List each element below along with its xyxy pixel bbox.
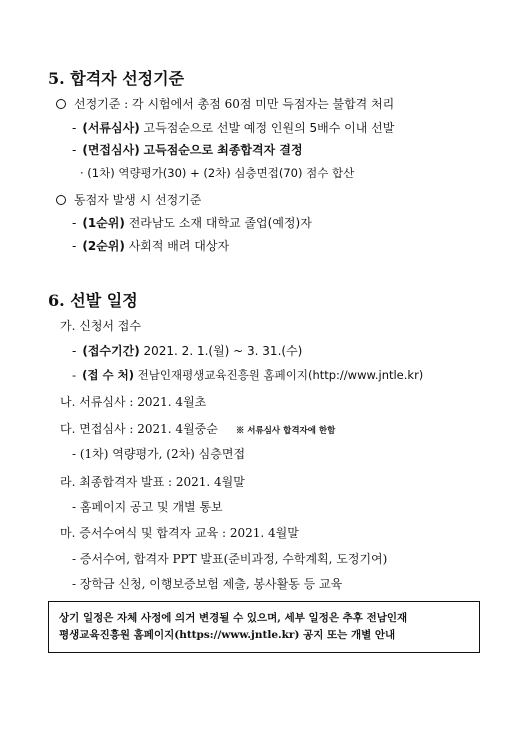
schedule-c-note: ※ 서류심사 합격자에 한함 bbox=[235, 426, 336, 436]
score-formula: · (1차) 역량평가(30) + (2차) 심층면접(70) 점수 합산 bbox=[80, 166, 355, 180]
application-place-item bbox=[72, 367, 423, 383]
dash-bullet: - bbox=[72, 216, 77, 230]
schedule-c-title: 다. 면접심사 : 2021. 4월중순 bbox=[60, 422, 218, 436]
application-period-item bbox=[72, 343, 302, 359]
tie-priority-2-label: (2순위) bbox=[82, 239, 125, 253]
tie-title-text: 동점자 발생 시 선정기준 bbox=[74, 193, 202, 207]
interview-item bbox=[72, 142, 303, 158]
schedule-c-row bbox=[60, 421, 335, 439]
section-6-title: 6. 선발 일정 bbox=[48, 291, 138, 310]
schedule-c-detail: - (1차) 역량평가, (2차) 심층면접 bbox=[72, 447, 246, 461]
doc-review-label: (서류심사) bbox=[82, 121, 140, 135]
dash-bullet: - bbox=[72, 368, 77, 382]
schedule-d-detail: - 홈페이지 공고 및 개별 통보 bbox=[72, 500, 223, 514]
dash-bullet: - bbox=[72, 239, 77, 253]
doc-review-item bbox=[72, 120, 394, 136]
notice-line-1: 상기 일정은 자체 사정에 의거 변경될 수 있으며, 세부 일정은 추후 전남인재 bbox=[59, 612, 408, 624]
application-period-text: 2021. 2. 1.(월) ~ 3. 31.(수) bbox=[143, 344, 303, 358]
notice-box bbox=[48, 601, 480, 653]
tie-priority-2 bbox=[72, 238, 229, 254]
tie-priority-1 bbox=[72, 215, 312, 231]
dash-bullet: - bbox=[72, 143, 77, 157]
tie-priority-1-text: 전라남도 소재 대학교 졸업(예정)자 bbox=[128, 216, 312, 230]
schedule-e-title: 마. 증서수여식 및 합격자 교육 : 2021. 4월말 bbox=[60, 526, 299, 540]
interview-label: (면접심사) bbox=[82, 143, 140, 157]
tie-priority-1-label: (1순위) bbox=[82, 216, 125, 230]
schedule-b-title: 나. 서류심사 : 2021. 4월초 bbox=[60, 395, 207, 409]
criteria-item bbox=[56, 96, 394, 112]
doc-review-text: 고득점순으로 선발 예정 인원의 5배수 이내 선발 bbox=[143, 121, 395, 135]
circle-bullet-icon bbox=[56, 99, 66, 109]
schedule-d-title: 라. 최종합격자 발표 : 2021. 4월말 bbox=[60, 475, 245, 489]
application-period-label: (접수기간) bbox=[82, 344, 140, 358]
interview-text: 고득점순으로 최종합격자 결정 bbox=[143, 143, 303, 157]
application-place-text: 전남인재평생교육진흥원 홈페이지(http://www.jntle.kr) bbox=[137, 368, 424, 382]
section-5-title: 5. 합격자 선정기준 bbox=[48, 69, 185, 88]
tie-title-item bbox=[56, 192, 201, 208]
tie-priority-2-text: 사회적 배려 대상자 bbox=[128, 239, 230, 253]
dash-bullet: - bbox=[72, 121, 77, 135]
circle-bullet-icon bbox=[56, 195, 66, 205]
criteria-text: 선정기준 : 각 시험에서 총점 60점 미만 득점자는 불합격 처리 bbox=[74, 97, 395, 111]
notice-line-2: 평생교육진흥원 홈페이지(https://www.jntle.kr) 공지 또는 개별 안내 bbox=[59, 629, 396, 641]
schedule-e-detail-2: - 장학금 신청, 이행보증보험 제출, 봉사활동 등 교육 bbox=[72, 577, 343, 591]
schedule-a-title: 가. 신청서 접수 bbox=[60, 319, 141, 333]
schedule-e-detail-1: - 증서수여, 합격자 PPT 발표(준비과정, 수학계획, 도정기여) bbox=[72, 552, 388, 566]
dash-bullet: - bbox=[72, 344, 77, 358]
application-place-label: (접 수 처) bbox=[82, 368, 135, 382]
